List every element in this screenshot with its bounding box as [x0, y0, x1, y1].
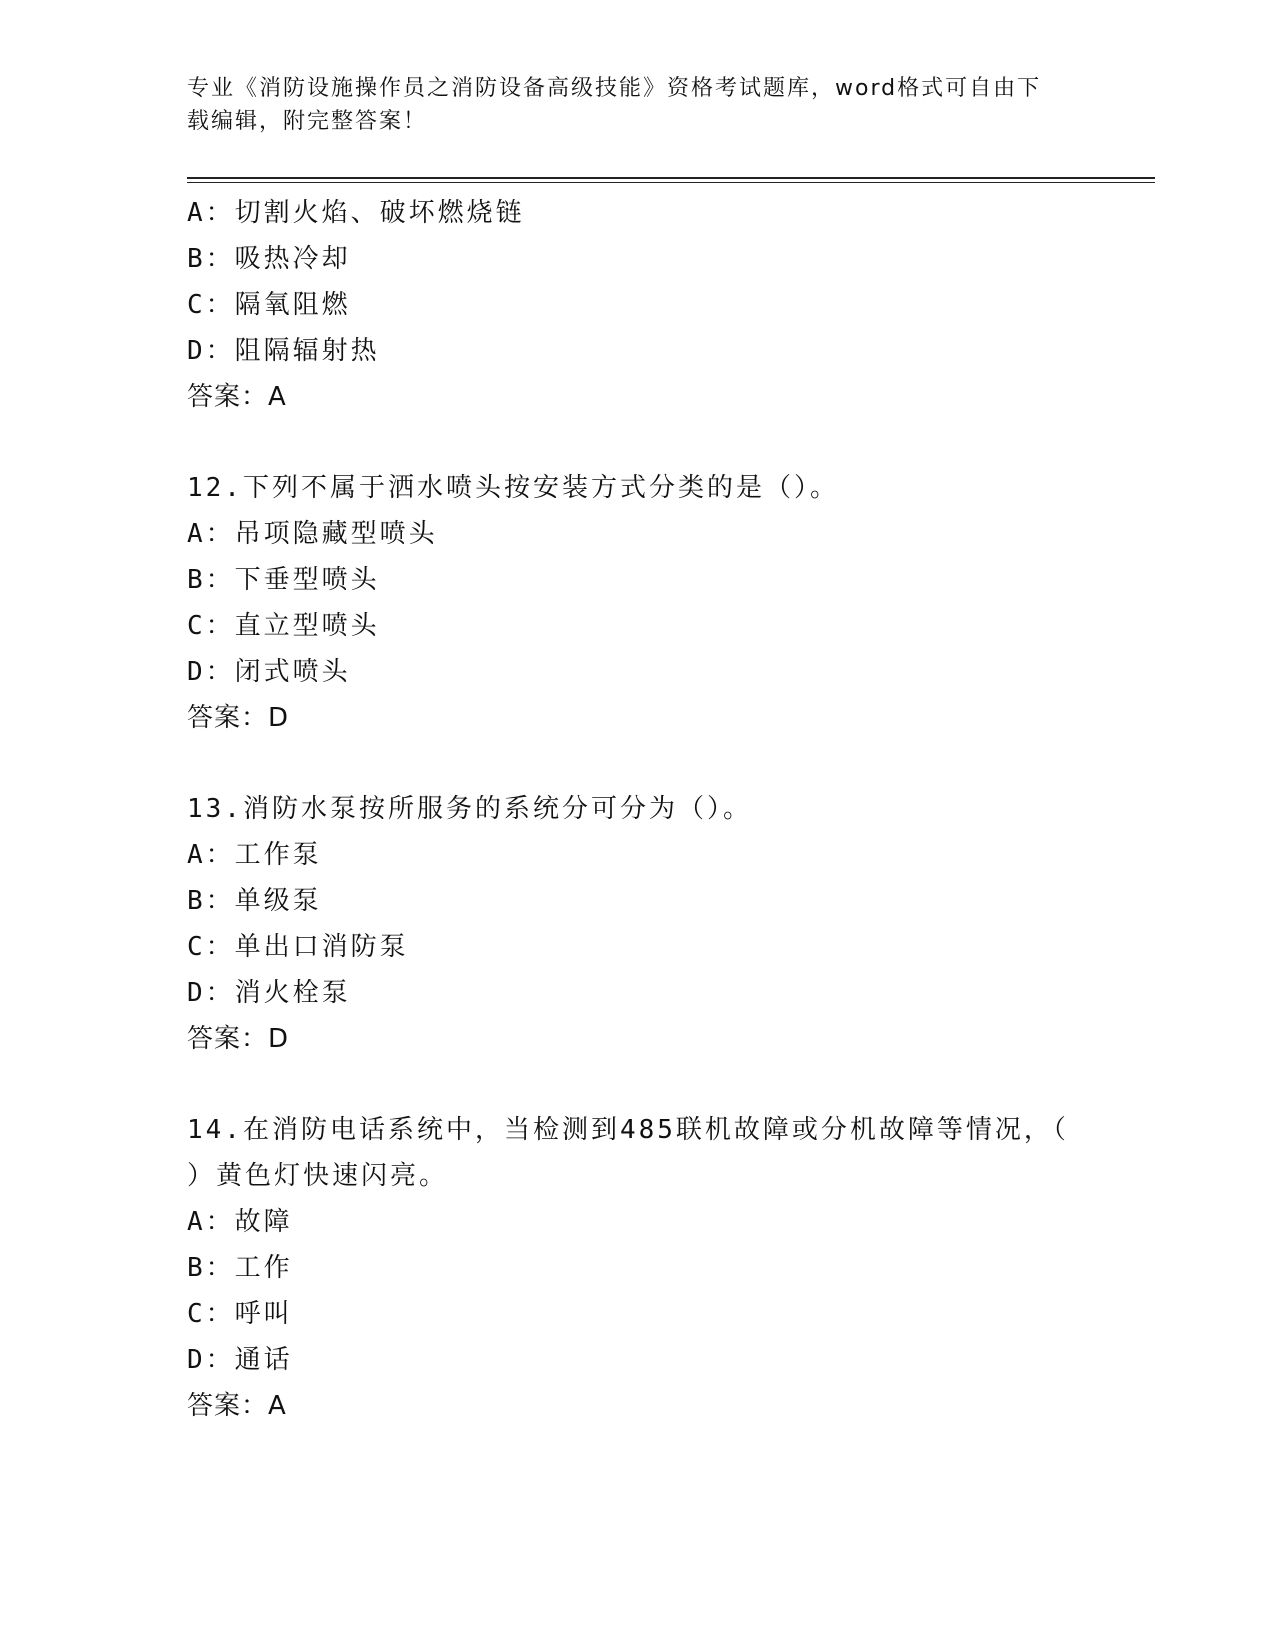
question-13-block	[187, 786, 1087, 1062]
question-11-block	[187, 190, 1087, 420]
option-d: D：闭式喷头	[187, 657, 351, 687]
answer-line: 答案：D	[187, 703, 290, 733]
header-divider-thick	[187, 177, 1155, 179]
answer-line: 答案：A	[187, 382, 287, 412]
question-text: 12.下列不属于洒水喷头按安装方式分类的是（）。	[187, 473, 839, 503]
spacer	[187, 741, 1087, 786]
question-14-block	[187, 1107, 1087, 1429]
option-c: C：隔氧阻燃	[187, 290, 351, 320]
answer-line: 答案：A	[187, 1391, 287, 1421]
spacer	[187, 1062, 1087, 1107]
option-d: D：消火栓泵	[187, 978, 351, 1008]
question-text-line-2: ）黄色灯快速闪亮。	[187, 1161, 449, 1191]
option-a: A：故障	[187, 1207, 293, 1237]
question-12-block	[187, 465, 1087, 741]
option-d: D：阻隔辐射热	[187, 336, 380, 366]
header-line-1: 专业《消防设施操作员之消防设备高级技能》资格考试题库，word格式可自由下	[187, 76, 1042, 101]
option-a: A：吊项隐藏型喷头	[187, 519, 438, 549]
option-c: C：直立型喷头	[187, 611, 380, 641]
question-text-line-1: 14.在消防电话系统中，当检测到485联机故障或分机故障等情况，（	[187, 1115, 1069, 1145]
document-header	[187, 72, 1087, 138]
question-list	[187, 190, 1087, 1429]
header-divider-thin	[187, 182, 1155, 183]
option-b: B：下垂型喷头	[187, 565, 380, 595]
option-a: A：切割火焰、破坏燃烧链	[187, 198, 525, 228]
option-a: A：工作泵	[187, 840, 322, 870]
question-text: 13.消防水泵按所服务的系统分可分为（）。	[187, 794, 752, 824]
option-c: C：呼叫	[187, 1299, 293, 1329]
answer-line: 答案：D	[187, 1024, 290, 1054]
option-c: C：单出口消防泵	[187, 932, 409, 962]
option-d: D：通话	[187, 1345, 293, 1375]
spacer	[187, 420, 1087, 465]
option-b: B：单级泵	[187, 886, 322, 916]
option-b: B：工作	[187, 1253, 293, 1283]
option-b: B：吸热冷却	[187, 244, 351, 274]
header-line-2: 载编辑，附完整答案！	[187, 109, 428, 134]
